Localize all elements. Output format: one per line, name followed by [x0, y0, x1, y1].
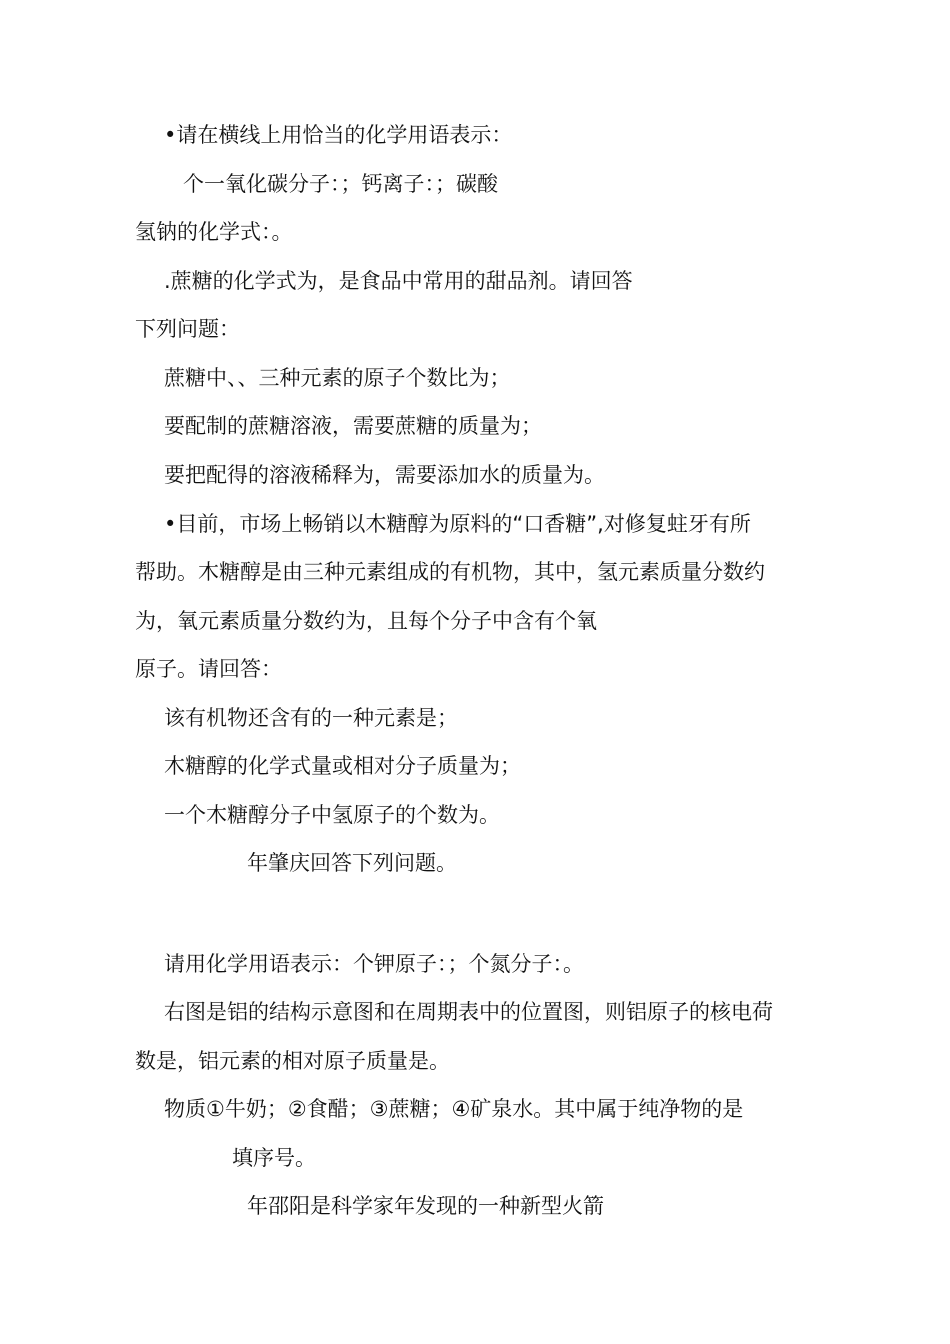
text-line-11: 为，氧元素质量分数约为，且每个分子中含有个氧 [135, 609, 597, 633]
text-line-3: 氢钠的化学式：。 [135, 220, 293, 244]
text-line-17: 请用化学用语表示：个钾原子：；个氮分子：。 [164, 952, 584, 976]
text-line-14: 木糖醇的化学式量或相对分子质量为； [164, 754, 521, 778]
text-line-18: 右图是铝的结构示意图和在周期表中的位置图，则铝原子的核电荷 [164, 1000, 773, 1024]
text-line-15: 一个木糖醇分子中氢原子的个数为。 [164, 803, 500, 827]
text-line-4: .蔗糖的化学式为，是食品中常用的甜品剂。请回答 [164, 269, 633, 293]
text-line-8: 要把配得的溶液稀释为，需要添加水的质量为。 [164, 463, 605, 487]
text-line-16: 年肇庆回答下列问题。 [247, 851, 457, 875]
text-line-9: •目前，市场上畅销以木糖醇为原料的“口香糖”,对修复蛀牙有所 [164, 512, 751, 536]
text-line-6: 蔗糖中、、三种元素的原子个数比为； [164, 366, 511, 390]
text-line-20: 物质①牛奶；②食醋；③蔗糖；④矿泉水。其中属于纯净物的是 [164, 1097, 744, 1121]
text-line-2: 个一氧化碳分子：；钙离子：；碳酸 [183, 172, 498, 196]
text-line-22: 年邵阳是科学家年发现的一种新型火箭 [247, 1194, 604, 1218]
text-line-12: 原子。请回答： [135, 657, 282, 681]
text-line-13: 该有机物还含有的一种元素是； [164, 706, 458, 730]
text-line-21: 填序号。 [232, 1146, 316, 1170]
text-line-7: 要配制的蔗糖溶液，需要蔗糖的质量为； [164, 414, 542, 438]
text-line-19: 数是，铝元素的相对原子质量是。 [135, 1049, 450, 1073]
text-line-1: •请在横线上用恰当的化学用语表示： [164, 123, 513, 147]
text-line-5: 下列问题： [135, 317, 240, 341]
text-line-10: 帮助。木糖醇是由三种元素组成的有机物，其中，氢元素质量分数约 [135, 560, 765, 584]
